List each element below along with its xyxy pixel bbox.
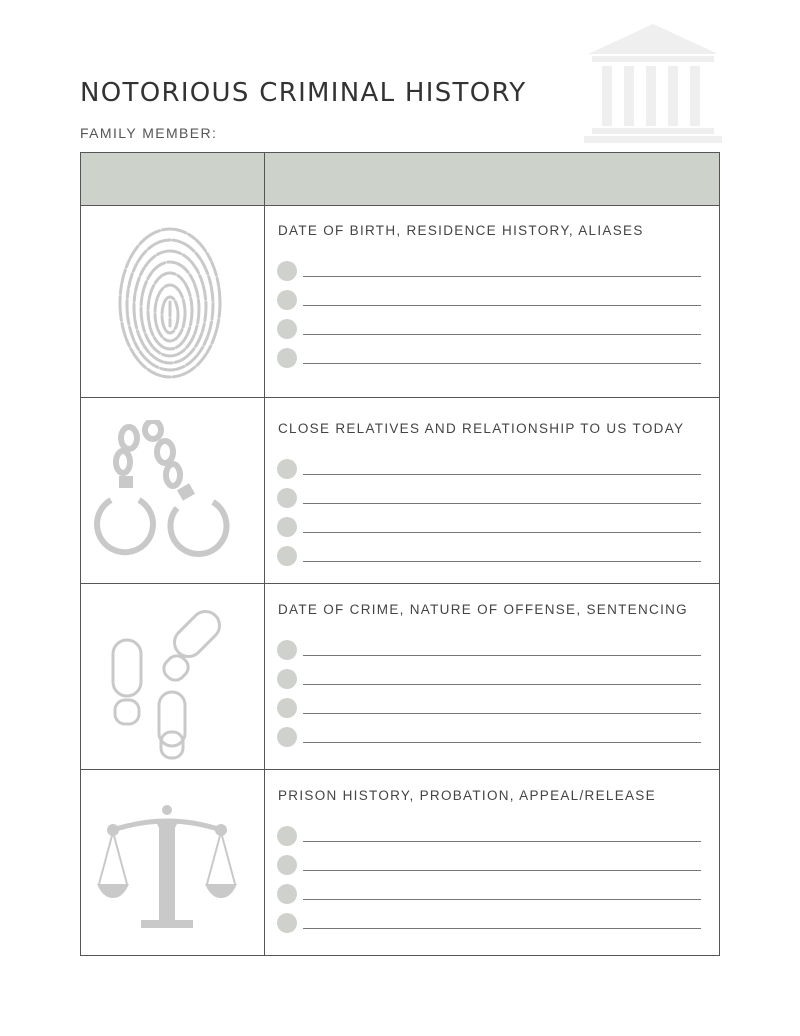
courthouse-icon	[580, 22, 726, 144]
blank-lines	[277, 258, 701, 374]
blank-line[interactable]	[277, 485, 701, 514]
bullet-dot	[277, 855, 297, 875]
bullet-dot	[277, 698, 297, 718]
blank-line[interactable]	[277, 345, 701, 374]
bullet-dot	[277, 913, 297, 933]
blank-line[interactable]	[277, 316, 701, 345]
fingerprint-icon	[115, 222, 225, 384]
section-title: CLOSE RELATIVES AND RELATIONSHIP TO US TODAY	[278, 421, 685, 436]
bullet-dot	[277, 669, 297, 689]
bullet-dot	[277, 348, 297, 368]
section-title: DATE OF BIRTH, RESIDENCE HISTORY, ALIASES	[278, 223, 644, 238]
section-title: DATE OF CRIME, NATURE OF OFFENSE, SENTENCING	[278, 602, 688, 617]
footprints-icon	[105, 594, 235, 764]
bullet-dot	[277, 546, 297, 566]
bullet-dot	[277, 640, 297, 660]
blank-lines	[277, 456, 701, 572]
header-band	[81, 153, 719, 206]
section-row-relatives	[81, 398, 719, 584]
family-member-label: FAMILY MEMBER:	[80, 125, 218, 141]
blank-line[interactable]	[277, 823, 701, 852]
bullet-dot	[277, 826, 297, 846]
blank-line[interactable]	[277, 695, 701, 724]
blank-line[interactable]	[277, 724, 701, 753]
blank-line[interactable]	[277, 456, 701, 485]
section-row-prison	[81, 770, 719, 955]
section-title: PRISON HISTORY, PROBATION, APPEAL/RELEASE	[278, 788, 656, 803]
blank-lines	[277, 637, 701, 753]
blank-line[interactable]	[277, 514, 701, 543]
blank-line[interactable]	[277, 258, 701, 287]
bullet-dot	[277, 319, 297, 339]
bullet-dot	[277, 261, 297, 281]
blank-line[interactable]	[277, 910, 701, 939]
scales-icon	[95, 798, 245, 938]
history-table	[80, 152, 720, 956]
section-row-crime	[81, 584, 719, 770]
blank-line[interactable]	[277, 287, 701, 316]
page-title: NOTORIOUS CRIMINAL HISTORY	[80, 78, 527, 108]
bullet-dot	[277, 290, 297, 310]
bullet-dot	[277, 727, 297, 747]
section-row-birth-residence	[81, 206, 719, 398]
blank-line[interactable]	[277, 852, 701, 881]
blank-line[interactable]	[277, 543, 701, 572]
bullet-dot	[277, 884, 297, 904]
bullet-dot	[277, 517, 297, 537]
blank-line[interactable]	[277, 666, 701, 695]
handcuffs-icon	[93, 420, 243, 560]
bullet-dot	[277, 459, 297, 479]
blank-lines	[277, 823, 701, 939]
bullet-dot	[277, 488, 297, 508]
blank-line[interactable]	[277, 637, 701, 666]
blank-line[interactable]	[277, 881, 701, 910]
